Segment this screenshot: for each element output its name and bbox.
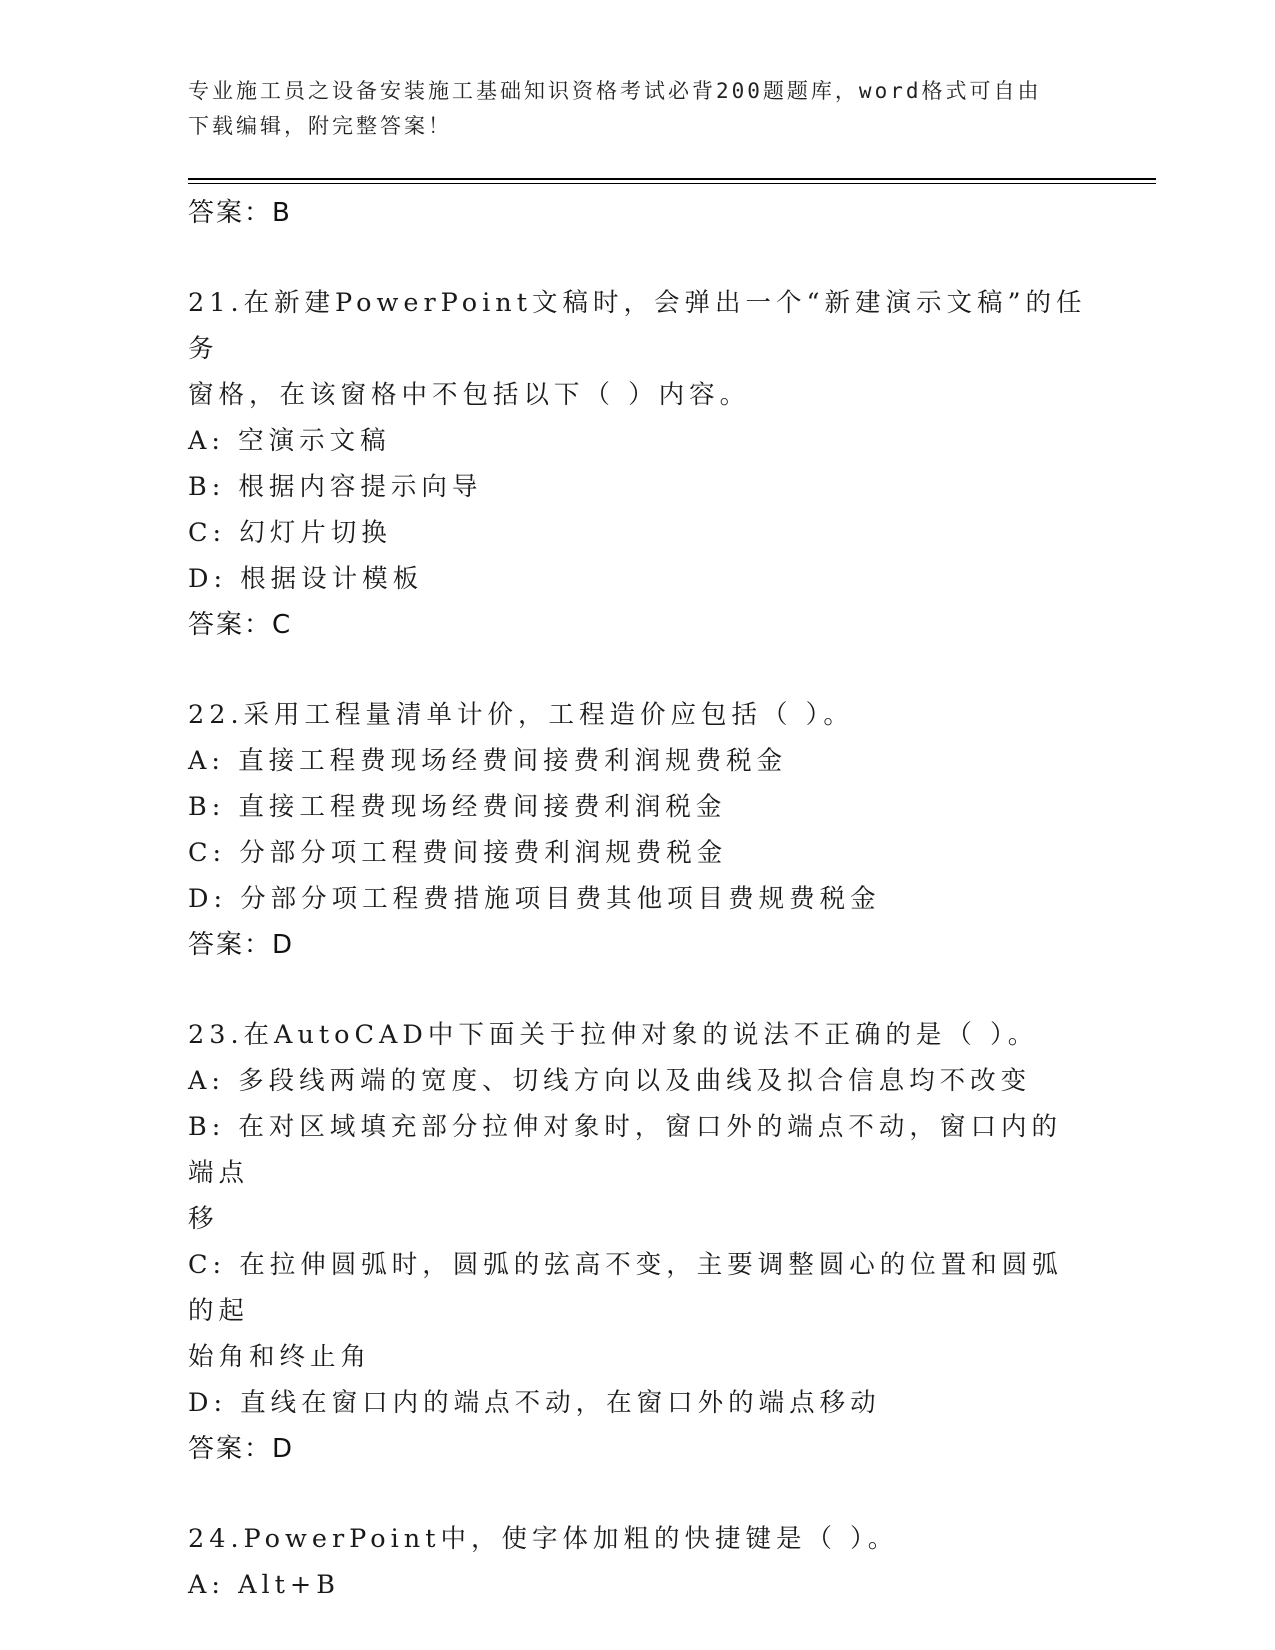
option-d: D: 根据设计模板 bbox=[188, 564, 424, 594]
question-21 bbox=[188, 280, 1088, 648]
question-24 bbox=[188, 1516, 1088, 1608]
document-header bbox=[188, 74, 1088, 144]
option-b: B: 在对区域填充部分拉伸对象时，窗口外的端点不动，窗口内的端点 bbox=[188, 1112, 1062, 1188]
answer: 答案：C bbox=[188, 610, 293, 640]
header-line-2: 下载编辑，附完整答案！ bbox=[188, 114, 452, 138]
option-c: C: 在拉伸圆弧时，圆弧的弦高不变，主要调整圆心的位置和圆弧的起 bbox=[188, 1250, 1063, 1326]
question-text-line: 22.采用工程量清单计价，工程造价应包括（ ）。 bbox=[188, 700, 854, 730]
option-d: D: 直线在窗口内的端点不动，在窗口外的端点移动 bbox=[188, 1388, 881, 1418]
option-a: A: Alt+B bbox=[188, 1570, 341, 1600]
header-line-1: 专业施工员之设备安装施工基础知识资格考试必背200题题库，word格式可自由 bbox=[188, 79, 1042, 103]
option-b-continued: 移 bbox=[188, 1204, 219, 1234]
option-b: B: 直接工程费现场经费间接费利润税金 bbox=[188, 792, 727, 822]
question-text-line: 23.在AutoCAD中下面关于拉伸对象的说法不正确的是（ ）。 bbox=[188, 1020, 1039, 1050]
question-22 bbox=[188, 692, 1088, 968]
option-c-continued: 始角和终止角 bbox=[188, 1342, 372, 1372]
answer: 答案：D bbox=[188, 930, 295, 960]
option-a: A: 直接工程费现场经费间接费利润规费税金 bbox=[188, 746, 788, 776]
option-c: C: 幻灯片切换 bbox=[188, 518, 392, 548]
option-b: B: 根据内容提示向导 bbox=[188, 472, 483, 502]
option-d: D: 分部分项工程费措施项目费其他项目费规费税金 bbox=[188, 884, 881, 914]
question-text-line: 21.在新建PowerPoint文稿时，会弹出一个“新建演示文稿”的任务 bbox=[188, 288, 1087, 364]
option-a: A: 多段线两端的宽度、切线方向以及曲线及拟合信息均不改变 bbox=[188, 1066, 1032, 1096]
document-body bbox=[188, 190, 1088, 1608]
previous-answer: 答案：B bbox=[188, 198, 292, 228]
answer: 答案：D bbox=[188, 1434, 295, 1464]
option-c: C: 分部分项工程费间接费利润规费税金 bbox=[188, 838, 728, 868]
option-a: A: 空演示文稿 bbox=[188, 426, 391, 456]
question-text-line: 窗格，在该窗格中不包括以下（ ）内容。 bbox=[188, 380, 751, 410]
question-text-line: 24.PowerPoint中，使字体加粗的快捷键是（ ）。 bbox=[188, 1524, 899, 1554]
header-divider-thick bbox=[188, 178, 1156, 180]
header-divider-thin bbox=[188, 183, 1156, 184]
question-23 bbox=[188, 1012, 1088, 1472]
